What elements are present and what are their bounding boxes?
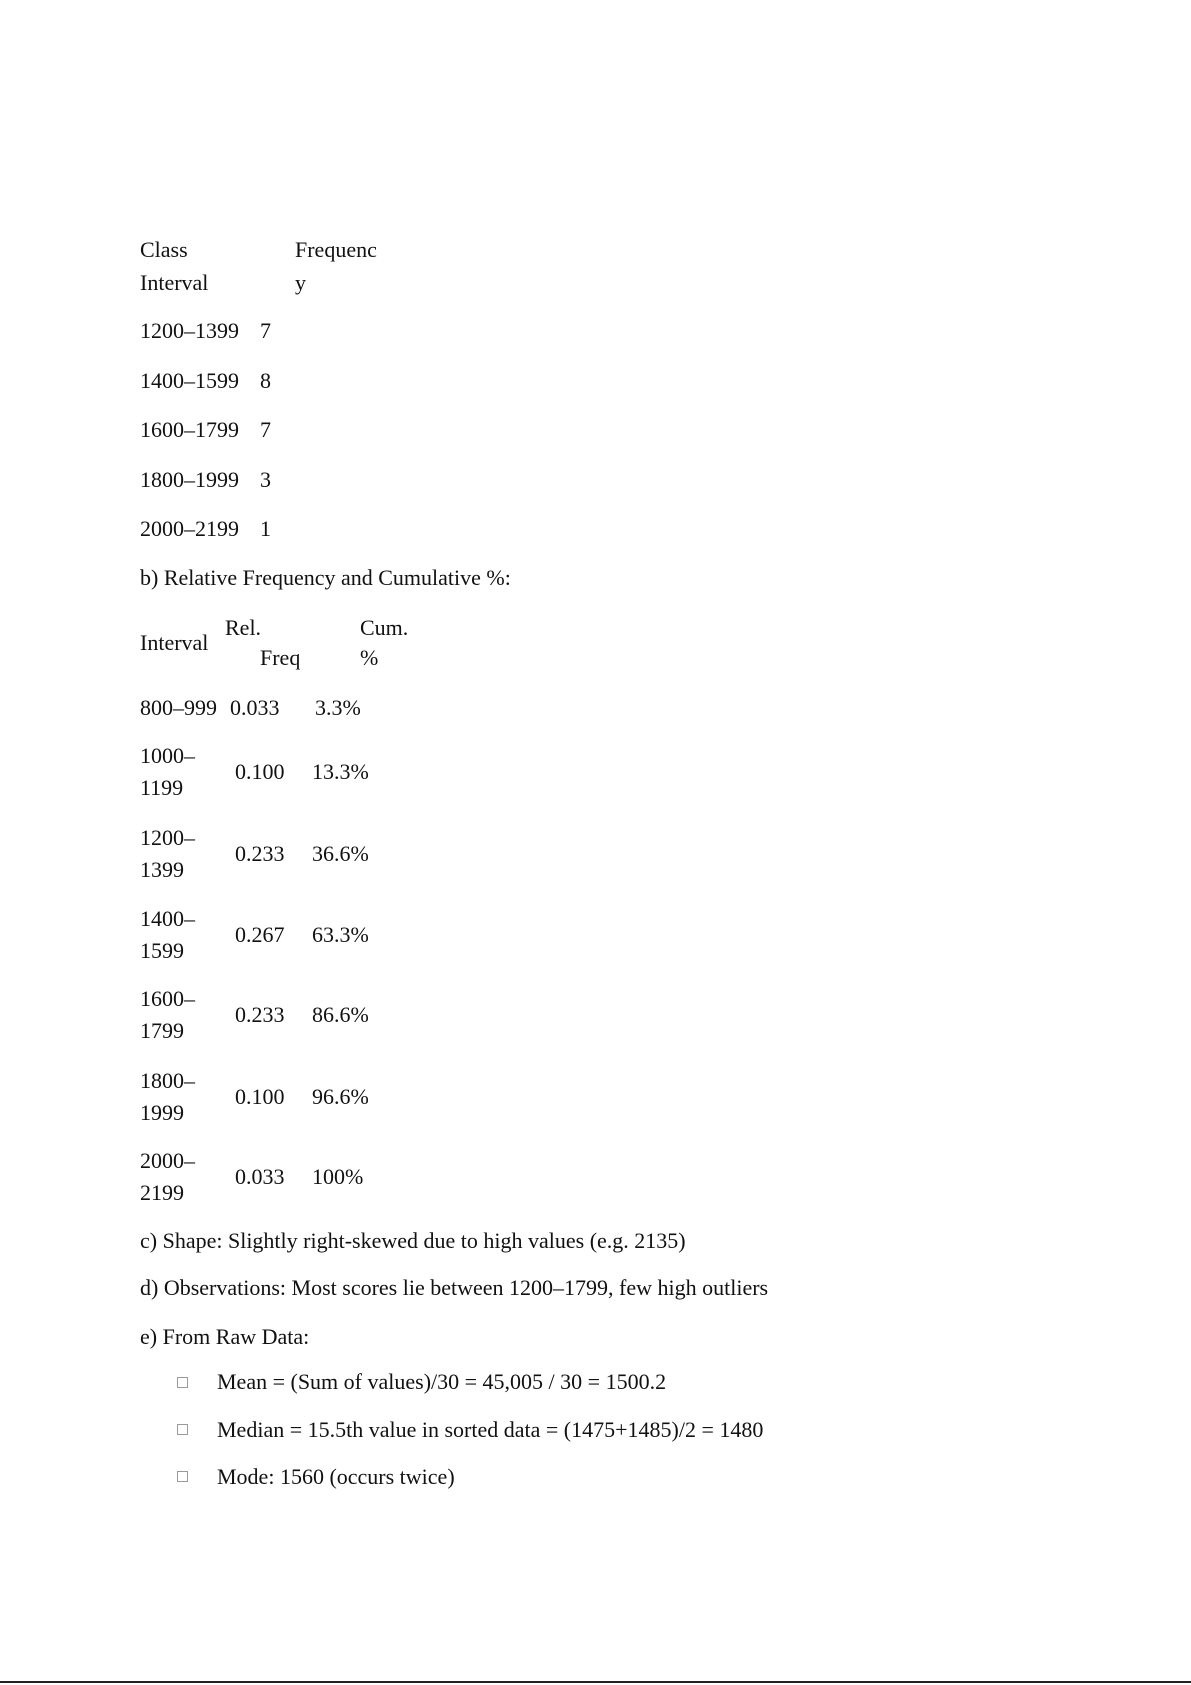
table2-rel-freq: 0.100 [235, 1084, 285, 1109]
bullet-box-icon [177, 1424, 188, 1435]
list-item-mode: Mode: 1560 (occurs twice) [217, 1464, 455, 1489]
section-b-heading: b) Relative Frequency and Cumulative %: [140, 565, 511, 590]
table1-row [140, 365, 271, 397]
table2-cum-percent: 13.3% [312, 759, 369, 784]
table1-frequency: 1 [260, 516, 271, 541]
table1-interval: 1800–1999 [140, 467, 239, 492]
table1-header-class-interval: Class Interval [140, 237, 209, 295]
table2-rel-freq: 0.233 [235, 1002, 285, 1027]
table2-header-cum: Cum. [360, 615, 409, 640]
page-bottom-rule [0, 1681, 1191, 1683]
bullet-box-icon [177, 1377, 188, 1388]
table2-interval: 1800–1999 [140, 1068, 195, 1125]
section-d-observations: d) Observations: Most scores lie between 1200–1799, few high outliers [140, 1275, 769, 1300]
table1-interval: 1600–1799 [140, 417, 239, 442]
table2-row [140, 1145, 440, 1209]
table2-cum-percent: 100% [312, 1164, 364, 1189]
table1-row [140, 513, 271, 545]
table1-frequency: 8 [260, 368, 271, 393]
table2-rel-freq: 0.100 [235, 759, 285, 784]
table2-interval: 1200–1399 [140, 825, 195, 882]
table1-interval: 1400–1599 [140, 368, 239, 393]
table1-row [140, 315, 271, 347]
table2-cum-percent: 86.6% [312, 1002, 369, 1027]
table2-cum-percent: 96.6% [312, 1084, 369, 1109]
table2-header-freq: Freq [260, 645, 301, 670]
table2-header-rel: Rel. [225, 615, 262, 640]
table2-cum-percent: 36.6% [312, 841, 369, 866]
table2-rel-freq: 0.233 [235, 841, 285, 866]
table2-interval: 2000–2199 [140, 1148, 195, 1205]
table1-row [140, 464, 271, 496]
table1-frequency: 7 [260, 318, 271, 343]
table2-interval: 1000–1199 [140, 743, 195, 800]
table2-rel-freq: 0.033 [230, 695, 280, 720]
table1-row [140, 414, 271, 446]
table2-row [140, 1065, 440, 1129]
table2-cum-percent: 63.3% [312, 922, 369, 947]
table2-rel-freq: 0.267 [235, 922, 285, 947]
table1-interval: 2000–2199 [140, 516, 239, 541]
table1-header-frequency: Frequency [295, 237, 377, 295]
table2-row [140, 983, 440, 1047]
table2-row [140, 822, 440, 886]
list-item-mean: Mean = (Sum of values)/30 = 45,005 / 30 = 1500.2 [217, 1369, 667, 1394]
table2-interval: 1400–1599 [140, 906, 195, 963]
table2-rel-freq: 0.033 [235, 1164, 285, 1189]
bullet-box-icon [177, 1471, 188, 1482]
table2-interval: 1600–1799 [140, 986, 195, 1043]
table2-row [140, 740, 440, 804]
list-item-median: Median = 15.5th value in sorted data = (1475+1485)/2 = 1480 [217, 1417, 764, 1442]
table2-row [140, 903, 440, 967]
table2-interval: 800–999 [140, 695, 217, 720]
table2-header-interval: Interval [140, 630, 209, 655]
section-e-heading: e) From Raw Data: [140, 1324, 310, 1349]
section-c-shape: c) Shape: Slightly right-skewed due to high values (e.g. 2135) [140, 1228, 686, 1253]
table1-interval: 1200–1399 [140, 318, 239, 343]
table2-row [140, 692, 440, 724]
table2-header-percent: % [360, 645, 379, 670]
table2-cum-percent: 3.3% [315, 695, 361, 720]
table1-frequency: 3 [260, 467, 271, 492]
table1-frequency: 7 [260, 417, 271, 442]
